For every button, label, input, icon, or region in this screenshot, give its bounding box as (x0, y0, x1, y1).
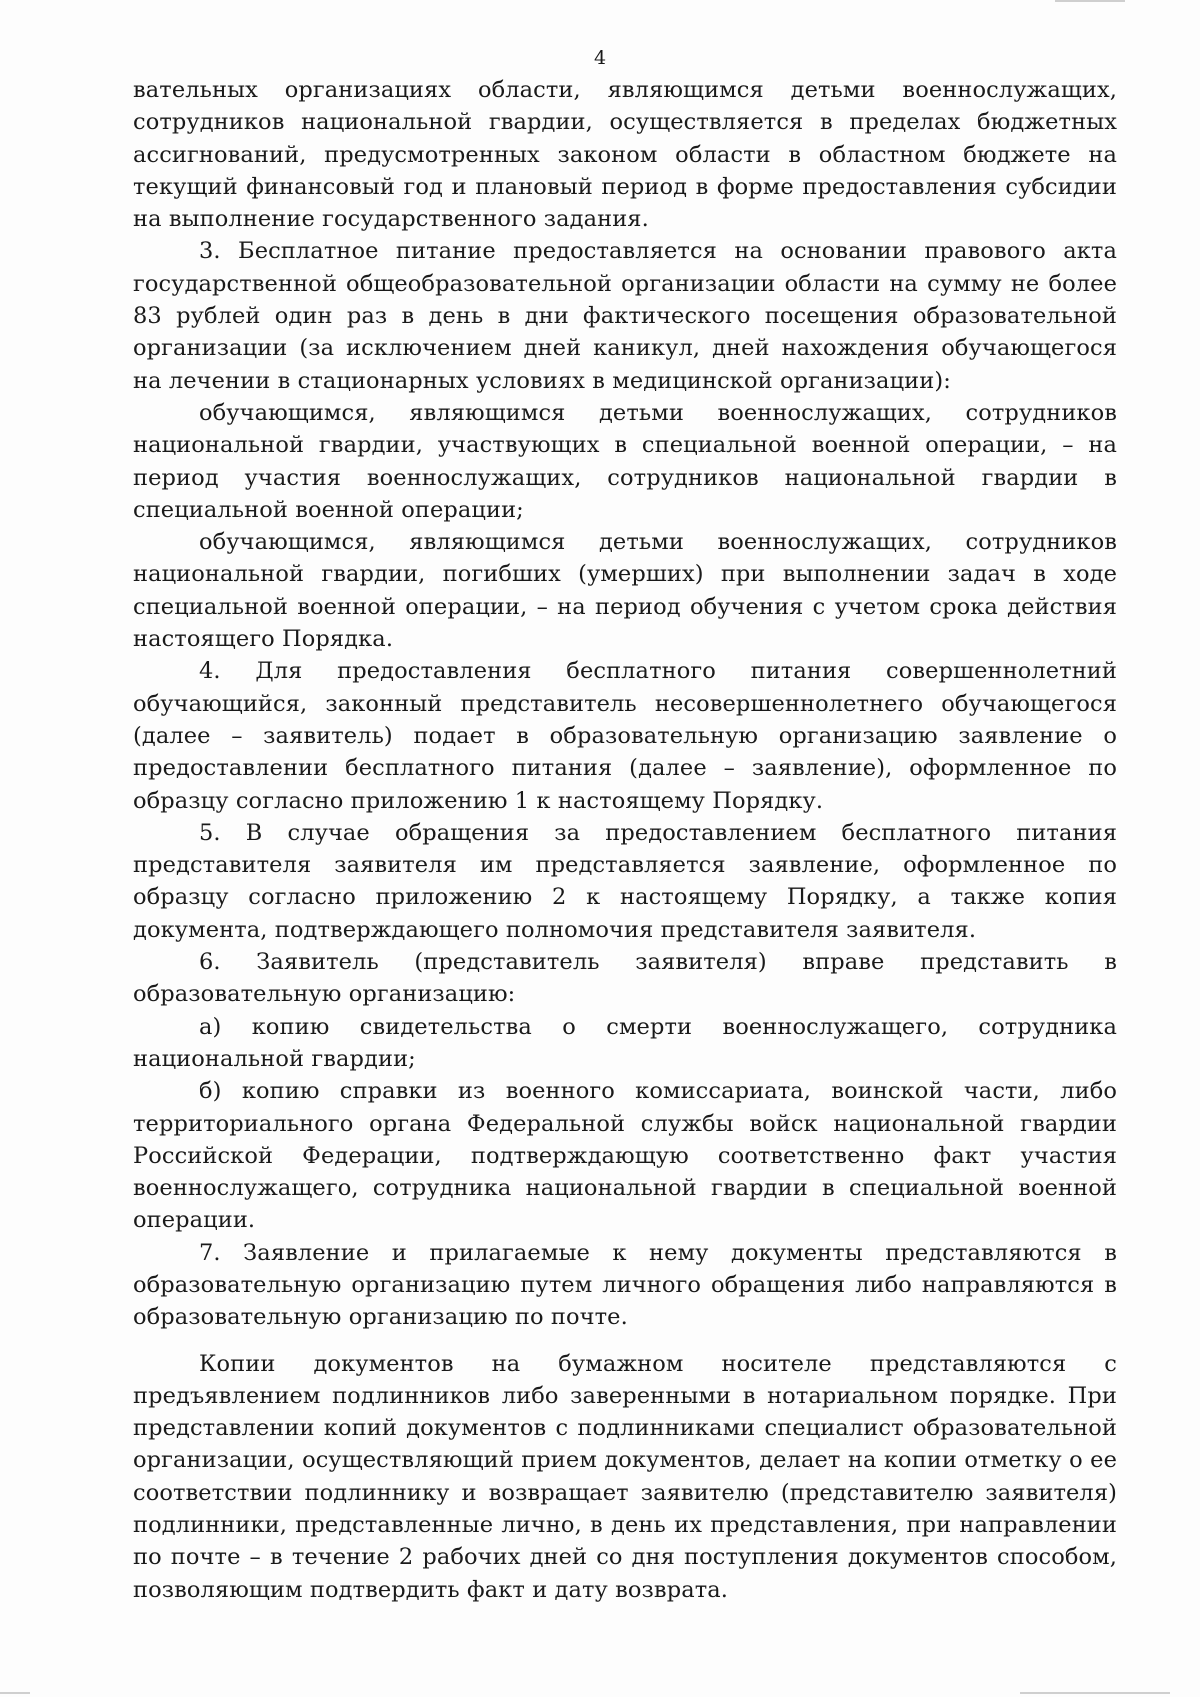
page-number: 4 (593, 47, 607, 69)
paragraph-clause-6-item-b: б) копию справки из военного комиссариата, воинской части, либо территориального органа Федеральной службы войск национальной гвардии Российской Федерации, подтверждающую соответственно факт участия военнослужащего, сотрудника национальной гвардии в специальной военной операции. (133, 1078, 1117, 1234)
paragraph-continuation: вательных организациях области, являющимся детьми военнослужащих, сотрудников национальной гвардии, осуществляется в пределах бюджетных ассигнований, предусмотренных законом области в областном бюджете на текущий финансовый год и плановый период в форме предоставления субсидии на выполнение государственного задания. (133, 77, 1117, 233)
scan-artifact-top-right (1055, 0, 1125, 2)
document-body (133, 74, 1117, 1606)
paragraph-copies: Копии документов на бумажном носителе представляются с предъявлением подлинников либо заверенными в нотариальном порядке. При представлении копий документов с подлинниками специалист образовательной организации, осуществляющий прием документов, делает на копии отметку о ее соответствии подлиннику и возвращает заявителю (представителю заявителя) подлинники, представленные лично, в день их представления, при направлении по почте – в течение 2 рабочих дней со дня поступления документов способом, позволяющим подтвердить факт и дату возврата. (133, 1350, 1117, 1603)
paragraph-clause-3: 3. Бесплатное питание предоставляется на основании правового акта государственной общеобразовательной организации области на сумму не более 83 рублей один раз в день в дни фактического посещения образовательной организации (за исключением дней каникул, дней нахождения обучающегося на лечении в стационарных условиях в медицинской организации): (133, 238, 1117, 394)
paragraph-clause-3-item-2: обучающимся, являющимся детьми военнослужащих, сотрудников национальной гвардии, погибших (умерших) при выполнении задач в ходе специальной военной операции, – на период обучения с учетом срока действия настоящего Порядка. (133, 529, 1117, 653)
paragraph-clause-7: 7. Заявление и прилагаемые к нему документы представляются в образовательную организацию путем личного обращения либо направляются в образовательную организацию по почте. (133, 1239, 1117, 1331)
paragraph-clause-5: 5. В случае обращения за предоставлением бесплатного питания представителя заявителя им представляется заявление, оформленное по образцу согласно приложению 2 к настоящему Порядку, а также копия документа, подтверждающего полномочия представителя заявителя. (133, 819, 1117, 943)
paragraph-clause-6-item-a: а) копию свидетельства о смерти военнослужащего, сотрудника национальной гвардии; (133, 1013, 1117, 1072)
paragraph-clause-3-item-1: обучающимся, являющимся детьми военнослужащих, сотрудников национальной гвардии, участвующих в специальной военной операции, – на период участия военнослужащих, сотрудников национальной гвардии в специальной военной операции; (133, 399, 1117, 523)
paragraph-clause-6: 6. Заявитель (представитель заявителя) вправе представить в образовательную организацию: (133, 949, 1117, 1008)
paragraph-clause-4: 4. Для предоставления бесплатного питания совершеннолетний обучающийся, законный представитель несовершеннолетнего обучающегося (далее – заявитель) подает в образовательную организацию заявление о предоставлении бесплатного питания (далее – заявление), оформленное по образцу согласно приложению 1 к настоящему Порядку. (133, 658, 1117, 814)
scan-artifact-bottom-right (1020, 1692, 1170, 1694)
scan-artifact-bottom-left (0, 1692, 30, 1694)
